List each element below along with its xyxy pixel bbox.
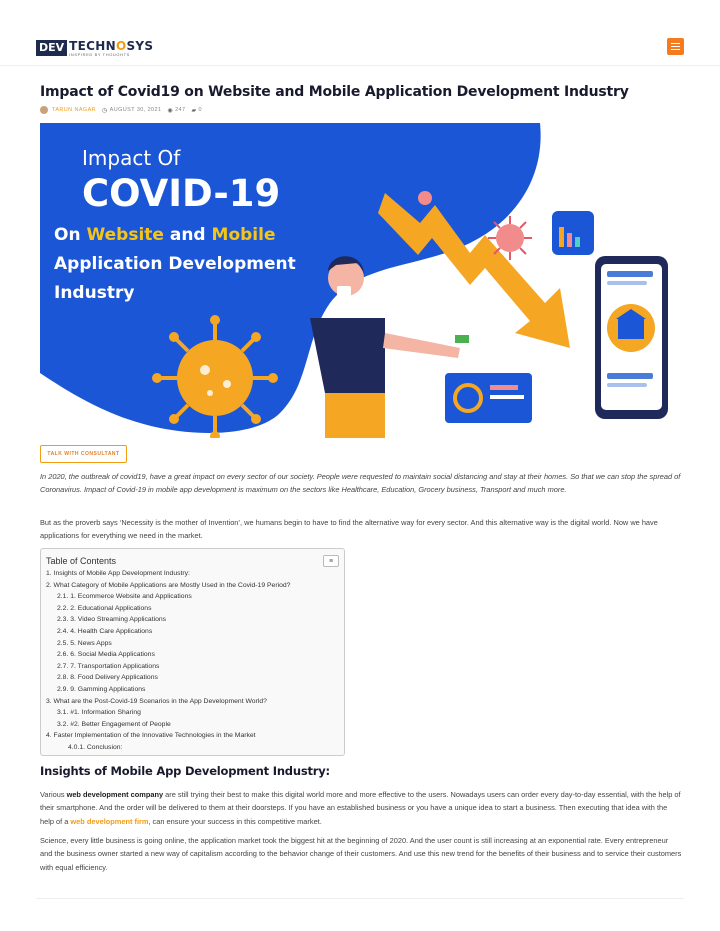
toc-title: Table of Contents: [46, 556, 117, 566]
toc-list: [46, 568, 339, 754]
hero-line3: On Website and Mobile: [54, 225, 276, 245]
view-count: 247: [175, 107, 186, 113]
toc-item[interactable]: 2.9. 9. Gamming Applications: [57, 685, 146, 693]
toc-header: [46, 555, 339, 567]
logo-name: TECHNOSYS: [69, 39, 154, 53]
article-meta: [40, 106, 208, 114]
hero-illustration: [40, 123, 680, 438]
intro-paragraph: In 2020, the outbreak of covid19, have a great impact on every sector of our society. People were requested to maintain social distancing and stay at their homes. So that we can stop the spread of Coronavirus. Impact of Covid-19 in mobile app development is maximum on the sectors like Healthcare, Education, Grocery business, Transport and much more.: [40, 472, 681, 495]
toc-item[interactable]: 4.0.1. Conclusion:: [68, 743, 123, 751]
post-date: AUGUST 30, 2021: [109, 107, 162, 113]
clock-icon: ◷: [102, 107, 108, 114]
toc-item[interactable]: 2.7. 7. Transportation Applications: [57, 662, 160, 670]
table-of-contents: [40, 548, 345, 756]
second-paragraph: But as the proverb says ‘Necessity is the mother of Invention’, we humans begin to have to find the alternative way for every sector. And this alternative way is the digital world. Now we have applications for everything we need in the market.: [40, 518, 658, 541]
toc-item[interactable]: 2.4. 4. Health Care Applications: [57, 627, 153, 635]
section-paragraph-2: Science, every little business is going online, the application market took the biggest hit at the beginning of 2020. And the user count is still increasing at an exponential rate. Every entrepreneur and the business owner started a new way of capitalism according to the behavior change of their customers. And use this new trend for the benefits of their business and to service their customers with equal efficiency.: [40, 836, 682, 872]
section-heading: Insights of Mobile App Development Industry:: [40, 764, 330, 778]
toc-item[interactable]: 2.6. 6. Social Media Applications: [57, 651, 155, 659]
author-avatar: [40, 106, 48, 114]
logo-wordmark: [69, 40, 153, 58]
logo-tagline: INSPIRED BY THOUGHTS: [69, 52, 130, 57]
toc-item[interactable]: 2.1. 1. Ecommerce Website and Applications: [57, 593, 192, 601]
hero-line5: Industry: [54, 283, 135, 303]
comment-icon: ▰: [191, 107, 197, 114]
hero-line1: Impact Of: [82, 146, 181, 170]
hero-image: [40, 123, 680, 438]
talk-with-consultant-button[interactable]: TALK WITH CONSULTANT: [40, 445, 127, 463]
web-development-firm-link[interactable]: web development firm: [70, 816, 149, 826]
eye-icon: ◉: [167, 107, 174, 114]
hero-line2: COVID-19: [82, 172, 281, 215]
site-header: [0, 0, 720, 66]
hero-line4: Application Development: [54, 254, 296, 274]
author-link[interactable]: TARUN NAGAR: [52, 107, 97, 113]
toc-item[interactable]: 4. Faster Implementation of the Innovative Technologies in the Market: [46, 732, 256, 740]
toc-item[interactable]: 2.5. 5. News Apps: [57, 639, 112, 647]
toc-item[interactable]: 3.2. #2. Better Engagement of People: [57, 720, 171, 728]
toc-item[interactable]: 3.1. #1. Information Sharing: [57, 709, 141, 717]
article-title: Impact of Covid19 on Website and Mobile Application Development Industry: [40, 84, 629, 100]
toc-item[interactable]: 2.2. 2. Educational Applications: [57, 604, 152, 612]
comment-count: 0: [198, 107, 202, 113]
toc-item[interactable]: 2.3. 3. Video Streaming Applications: [57, 616, 167, 624]
toc-item[interactable]: 2. What Category of Mobile Applications are Mostly Used in the Covid-19 Period?: [46, 581, 291, 589]
toc-item[interactable]: 2.8. 8. Food Delivery Applications: [57, 674, 158, 682]
section-paragraph-1: Various web development company are still trying their best to make this digital world more and more effective to the users. Nowadays users can order every day-to-day essential, with the help of their smartphone. And the order will be delivered to them at their doorsteps. If you have an established business or you have a unique idea to start a business. Then executing that idea with the help of a web development firm, can ensure your success in this competitive market.: [40, 790, 681, 826]
toc-toggle-icon[interactable]: ≡: [323, 555, 339, 567]
toc-item[interactable]: 1. Insights of Mobile App Development Industry:: [46, 570, 190, 577]
logo-mark: DEV: [36, 40, 67, 56]
toc-item[interactable]: 3. What are the Post-Covid-19 Scenarios in the App Development World?: [46, 697, 267, 705]
divider: [36, 898, 684, 899]
web-development-company-text: web development company: [66, 790, 164, 799]
site-logo[interactable]: [36, 40, 153, 60]
hamburger-menu-icon[interactable]: [667, 38, 684, 55]
